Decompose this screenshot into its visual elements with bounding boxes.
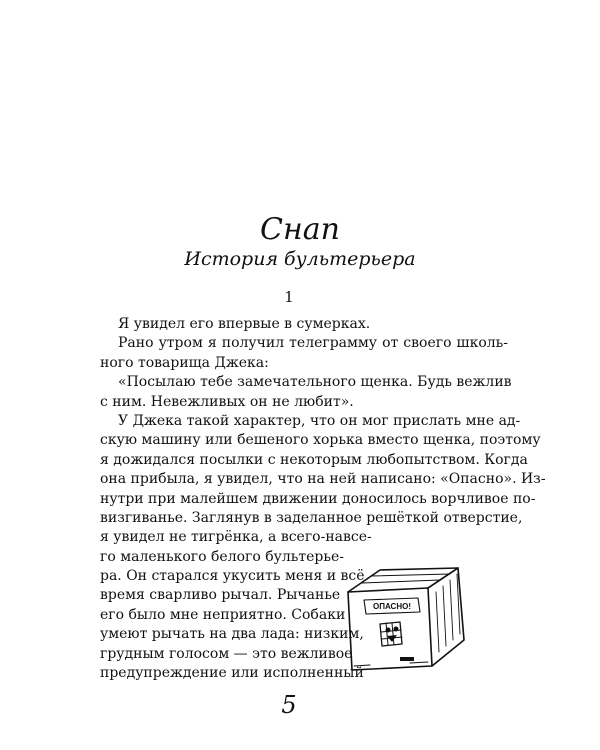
crate-with-dog-illustration [340,562,475,674]
crate-label: ОПАСНО! [373,602,411,611]
text-line: Рано утром я получил телеграмму от своего школь- [118,335,508,352]
page-number: 5 [281,691,297,719]
text-line: я увидел не тигрёнка, а всего-навсе- [100,529,372,546]
chapter-number: 1 [284,288,294,306]
story-title: Снап [260,212,340,247]
text-line: умеют рычать на два лада: низким, [100,626,364,643]
text-line: ра. Он старался укусить меня и всё [100,568,365,585]
text-line: го маленького белого бультерье- [100,548,345,565]
text-line: я дожидался посылки с некоторым любопытством. Когда [100,451,528,468]
text-line: грудным голосом — это вежливое [100,645,353,662]
text-line: «Посылаю тебе замечательного щенка. Будь вежлив [118,374,512,391]
text-line: скую машину или бешеного хорька вместо щенка, поэтому [100,432,541,449]
text-line: его было мне неприятно. Собаки [100,606,346,623]
text-line: время сварливо рычал. Рычанье [100,587,341,604]
story-subtitle: История бультерьера [184,248,416,270]
text-line: ного товарища Джека: [100,354,269,371]
text-line: визгиванье. Заглянув в заделанное решёткой отверстие, [100,509,523,526]
text-line: Я увидел его впервые в сумерках. [118,316,371,332]
text-line: она прибыла, я увидел, что на ней написано: «Опасно». Из- [100,471,546,488]
text-line: с ним. Невежливых он не любит». [100,393,354,410]
text-line: нутри при малейшем движении доносилось ворчливое по- [100,490,536,507]
text-line: предупреждение или исполненный [100,665,364,682]
text-line: У Джека такой характер, что он мог прислать мне ад- [118,412,521,429]
